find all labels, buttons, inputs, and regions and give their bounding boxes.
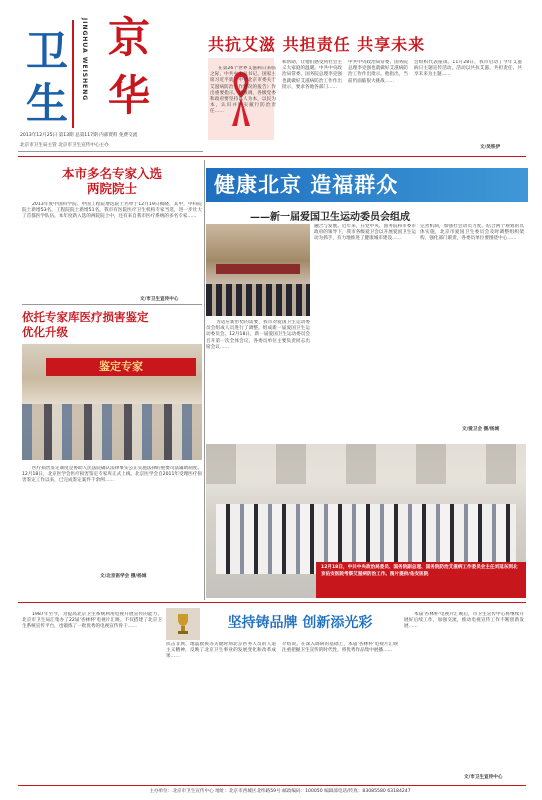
bottom-photo	[166, 608, 200, 640]
aids-author: 文/吴铁伊	[480, 145, 501, 150]
left-story2-headline	[22, 310, 202, 340]
footer-text: 主办单位：北京市卫生宣传中心 地址：北京市西城区北纬路59号 邮政编码：100050 编辑部电话/传真：83085580 63184247	[149, 789, 411, 794]
trophy-icon	[175, 612, 191, 638]
issue-line: 2013年12月25日 第13期 总第117期 内部资料 免费交流	[20, 133, 138, 138]
aids-slogan: 共抗艾滋 共担责任 共享未来	[208, 35, 426, 54]
left-story2-headline-text: 依托专家库医疗损害鉴定优化升级	[22, 310, 149, 339]
left-story1-headline	[22, 166, 202, 196]
bottom-headline: 坚持铸品牌 创新添光彩	[227, 615, 373, 631]
bottom-mid-text-2: 介绍说。在深入调研的基础上，本届'杏林杯'电视片汇映注重把握卫生宣传的时代性，将优秀作品集中展播……	[282, 642, 398, 654]
masthead-pinyin: JINGHUA WEISHENG	[81, 18, 88, 102]
left-story2-photo	[22, 344, 202, 460]
left-story1-author: 文/市卫生宣传中心	[140, 297, 179, 302]
masthead-char-wei: 卫	[26, 27, 69, 76]
main-headline: 健康北京 造福群众	[214, 172, 399, 197]
main-subtitle: ——新一届爱国卫生运动委员会组成	[250, 212, 410, 223]
main-photo-large	[206, 444, 526, 598]
main-photo-caption: 12月18日，中共中央政治局委员、国务院副总理、国务院防治艾滋病工作委员会主任刘延东到北京佑安医院考察艾滋病防治工作。图片提供/佑安医院	[321, 565, 518, 577]
banner-text: 鉴定专家	[99, 360, 143, 373]
masthead-char-sheng: 生	[26, 79, 69, 128]
aids-col-4: 会组织代表座谈。11月28日，我市启动了今年艾滋病日主题宣传活动。活动以共抗艾滋、共担责任、共享未来为主题……	[414, 60, 522, 78]
masthead-char-hua: 华	[108, 71, 151, 120]
bottom-author: 文/市卫生宣传中心	[464, 775, 503, 780]
aids-col-1: 在第26个世界艾滋病日来临之际，中共中央总书记、国家主席习近平就（中共北京市委关于艾滋病防治工作情况的报告）作出重要指示。他强调，各级党委和政府要坚持以人为本，以民为本，认识并切实履行防治责任……	[210, 66, 276, 115]
main-author: 文/爱卫会 摄/杨城	[462, 427, 500, 432]
aids-col-2: 和帮助，让他们感受到社会主义大家庭的温暖。中共中央政治局常委、国务院总理李克强也就做好艾滋病防治工作作出批示，要求各地各部门……	[282, 60, 342, 90]
left-story1-body: 2013年度中国科学院、中国工程院增选院士名单于12月19日揭晓，其中，中科院院士新增53名，工程院院士新增51名。我市有医院医疗卫生机构专家当选，进一步壮大了首都医学队伍。本年度新入选的两院院士中，还有来自我市医疗系统的多名专家……	[22, 202, 202, 220]
main-headline-bar	[206, 168, 528, 202]
main-photo-caption-box	[316, 562, 526, 598]
sponsor-line: 北京市卫生局主管 北京市卫生宣传中心主办	[20, 143, 109, 148]
bottom-left-text: 1987年至今，为提高北京卫生系统利用电视开展宣传的能力，北京市卫生局汇集办了22届'杏林杯'电视片汇映。不仅搭建了北京卫生系统宣传平台，也锻炼了一批优秀的电视宣传骨干……	[22, 612, 162, 630]
bottom-right-text: 本届'杏林杯'电视片汇映后，市卫生宣传中心将继续开展好后续工作，加强交流，推动电视宣传工作不断创新发展……	[404, 612, 524, 630]
aids-col-3: 中共中央政治局常委、国务院总理李克强也就做好艾滋病防治工作作出批示。他指出，当前仍面临很大挑战……	[348, 60, 408, 84]
main-col-3: 完善机制，加强社会动员力度。结合两个规划的具体实施，北京市爱国卫生委员会及时调整组织架构，强化部门职责，各委员单位要围绕中心……	[420, 224, 524, 242]
left-story2-body: 医疗损害鉴定制度是协助人民法院确认法律事实公正实施法律的重要司法辅助制度。12月18日，北京医学会医疗损害鉴定专家库正式上线。北京医学会自2011年受理医疗损害鉴定工作以来，已完成鉴定案件千余例……	[22, 466, 202, 484]
left-story1-headline-text: 本市多名专家入选两院院士	[61, 166, 162, 196]
main-photo-small	[206, 224, 310, 316]
main-col-2: 融合与发展。近年来，在党中央、国务院和市委市政府的领导下，我市各级爱卫会以开展爱国卫生运动为抓手，有力地推进了健康城市建设……	[314, 224, 416, 242]
banner	[46, 358, 196, 376]
masthead-char-jing: 京	[108, 13, 151, 62]
main-col-1: 为适应新形势的需要，我市对爱国卫生运动委员会组成人员进行了调整。组成新一届爱国卫生运动委员会。12月18日，新一届爱国卫生运动委员会召开第一次全体会议，各委员单位主要负责同志出席会议……	[206, 320, 310, 350]
left-story2-author: 文/北京医学会 摄/杨城	[100, 574, 147, 579]
bottom-mid-text: 抗击非典、地震救援等关键时刻北京医务人员的人道主义精神，反映了北京卫生事业的发展变化和改革成果……	[166, 642, 276, 660]
